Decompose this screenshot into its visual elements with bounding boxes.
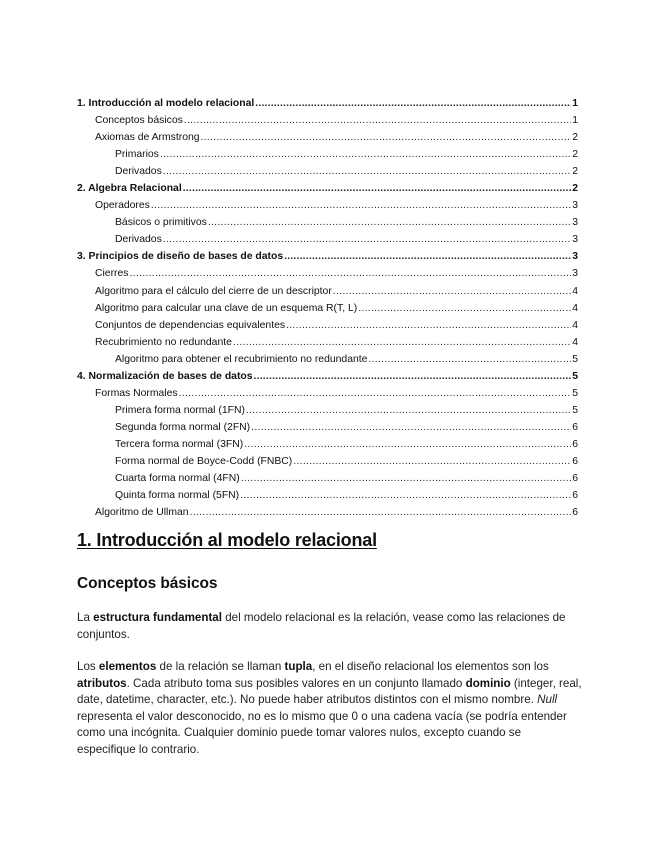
toc-leader-dots xyxy=(160,146,571,163)
toc-leader-dots xyxy=(255,95,571,112)
toc-entry-label: Formas Normales xyxy=(95,387,178,399)
p2-bold-elementos: elementos xyxy=(98,660,157,673)
toc-entry-label: Algoritmo de Ullman xyxy=(95,507,189,519)
p2-text-5: (integer, real, date, datetime, character, etc.). No puede haber atributos distintos con el mismo nombre. xyxy=(77,676,582,706)
toc-entry[interactable] xyxy=(77,300,578,317)
toc-entry-page: 3 xyxy=(572,268,578,280)
p1-text-1: La xyxy=(77,611,94,624)
toc-entry-page: 6 xyxy=(572,438,578,450)
toc-leader-dots xyxy=(284,248,571,265)
toc-leader-dots xyxy=(254,368,572,385)
toc-entry[interactable] xyxy=(77,385,578,402)
toc-entry[interactable] xyxy=(77,436,578,453)
toc-entry-page: 3 xyxy=(572,200,578,212)
toc-entry-label: Cierres xyxy=(95,268,129,280)
toc-leader-dots xyxy=(333,283,571,300)
toc-entry[interactable] xyxy=(77,504,578,521)
toc-entry[interactable] xyxy=(77,180,578,197)
toc-entry-label: Segunda forma normal (2FN) xyxy=(115,421,251,433)
toc-entry-page: 3 xyxy=(572,217,578,229)
toc-entry[interactable] xyxy=(77,112,578,129)
toc-entry-label: Derivados xyxy=(115,166,162,178)
toc-entry[interactable] xyxy=(77,95,578,112)
toc-entry[interactable] xyxy=(77,283,578,300)
toc-leader-dots xyxy=(183,180,572,197)
p1-bold-estructura: estructura fundamental xyxy=(93,611,222,624)
toc-entry[interactable] xyxy=(77,197,578,214)
toc-entry-label: Conjuntos de dependencias equivalentes xyxy=(95,319,286,331)
toc-entry-page: 2 xyxy=(572,132,578,144)
toc-entry-label: 2. Algebra Relacional xyxy=(77,183,182,195)
toc-leader-dots xyxy=(201,129,572,146)
toc-leader-dots xyxy=(163,163,571,180)
toc-leader-dots xyxy=(184,112,571,129)
p2-text-1: Los xyxy=(77,660,99,673)
toc-entry-page: 4 xyxy=(572,302,578,314)
toc-entry-label: Cuarta forma normal (4FN) xyxy=(115,473,240,485)
toc-entry-page: 6 xyxy=(572,507,578,519)
toc-entry-label: Algoritmo para el cálculo del cierre de un descriptor xyxy=(95,285,332,297)
toc-leader-dots xyxy=(368,351,571,368)
toc-entry[interactable] xyxy=(77,129,578,146)
p2-text-6: representa el valor desconocido, no es lo mismo que 0 o una cadena vacía (se podría entender como una incógnita. Cualquier dominio puede tomar valores nulos, excepto cuando se especifique lo contrario. xyxy=(77,709,567,756)
toc-entry-label: Primera forma normal (1FN) xyxy=(115,404,245,416)
toc-leader-dots xyxy=(244,436,571,453)
toc-entry[interactable] xyxy=(77,146,578,163)
section-title: 1. Introducción al modelo relacional xyxy=(77,530,377,550)
p2-text-3: , en el diseño relacional los elementos son los xyxy=(312,660,549,673)
toc-entry-page: 6 xyxy=(572,421,578,433)
toc-entry-page: 6 xyxy=(572,490,578,502)
toc-entry-page: 2 xyxy=(572,166,578,178)
toc-entry[interactable] xyxy=(77,248,578,265)
toc-leader-dots xyxy=(293,453,571,470)
toc-entry[interactable] xyxy=(77,334,578,351)
toc-entry-label: 4. Normalización de bases de datos xyxy=(77,370,253,382)
toc-leader-dots xyxy=(208,214,571,231)
p1-text-2: del modelo relacional es la relación, vease como las relaciones de conjuntos. xyxy=(77,611,566,641)
toc-entry-label: Forma normal de Boyce-Codd (FNBC) xyxy=(115,455,293,467)
toc-entry-label: Recubrimiento no redundante xyxy=(95,336,232,348)
toc-entry-page: 1 xyxy=(572,115,578,127)
toc-entry-label: Operadores xyxy=(95,200,150,212)
toc-entry-page: 2 xyxy=(572,183,578,195)
toc-leader-dots xyxy=(151,197,571,214)
toc-leader-dots xyxy=(163,231,571,248)
toc-entry[interactable] xyxy=(77,351,578,368)
toc-entry-label: Primarios xyxy=(115,149,159,161)
toc-entry[interactable] xyxy=(77,214,578,231)
toc-entry-page: 5 xyxy=(572,353,578,365)
toc-entry[interactable] xyxy=(77,163,578,180)
toc-leader-dots xyxy=(358,300,571,317)
p2-italic-null: Null xyxy=(537,693,558,706)
toc-entry-label: 3. Principios de diseño de bases de datos xyxy=(77,251,284,263)
toc-entry[interactable] xyxy=(77,265,578,282)
toc-entry-page: 4 xyxy=(572,285,578,297)
toc-entry-label: Axiomas de Armstrong xyxy=(95,132,200,144)
toc-leader-dots xyxy=(240,487,571,504)
toc-entry-page: 5 xyxy=(572,387,578,399)
toc-leader-dots xyxy=(241,470,572,487)
toc-entry-page: 3 xyxy=(572,251,578,263)
p2-bold-dominio: dominio xyxy=(465,676,511,690)
toc-leader-dots xyxy=(251,419,571,436)
toc-entry[interactable] xyxy=(77,419,578,436)
toc-leader-dots xyxy=(190,504,572,521)
toc-entry-page: 5 xyxy=(572,404,578,416)
toc-entry-page: 5 xyxy=(572,370,578,382)
toc-leader-dots xyxy=(233,334,571,351)
toc-entry-page: 2 xyxy=(572,149,578,161)
toc-entry-page: 1 xyxy=(572,98,578,109)
toc-entry-label: Básicos o primitivos xyxy=(115,217,207,229)
toc-entry-label: Derivados xyxy=(115,234,162,246)
toc-entry-label: Algoritmo para obtener el recubrimiento no redundante xyxy=(115,353,368,365)
toc-entry-page: 4 xyxy=(572,336,578,348)
toc-entry-page: 6 xyxy=(572,473,578,485)
p2-text-4: . Cada atributo toma sus posibles valores en un conjunto llamado xyxy=(126,676,466,690)
toc-leader-dots xyxy=(179,385,572,402)
toc-leader-dots xyxy=(130,265,572,282)
toc-entry[interactable] xyxy=(77,231,578,248)
p2-bold-tupla: tupla xyxy=(284,660,313,673)
toc-entry-label: 1. Introducción al modelo relacional xyxy=(77,98,255,109)
paragraph-elementos xyxy=(77,659,582,758)
toc-entry-label: Tercera forma normal (3FN) xyxy=(115,438,244,450)
p2-text-2: de la relación se llaman xyxy=(156,660,285,673)
toc-entry-page: 4 xyxy=(572,319,578,331)
toc-entry-label: Algoritmo para calcular una clave de un esquema R(T, L) xyxy=(95,302,358,314)
p2-bold-atributos: atributos xyxy=(77,676,127,690)
paragraph-estructura xyxy=(77,610,582,643)
toc-entry[interactable] xyxy=(77,368,578,385)
toc-entry[interactable] xyxy=(77,487,578,504)
toc-entry[interactable] xyxy=(77,402,578,419)
toc-entry-label: Conceptos básicos xyxy=(95,115,183,127)
table-of-contents xyxy=(77,95,578,521)
subsection-title: Conceptos básicos xyxy=(77,575,218,592)
toc-entry[interactable] xyxy=(77,470,578,487)
toc-entry[interactable] xyxy=(77,453,578,470)
toc-entry[interactable] xyxy=(77,317,578,334)
toc-entry-page: 3 xyxy=(572,234,578,246)
toc-entry-label: Quinta forma normal (5FN) xyxy=(115,490,240,502)
toc-leader-dots xyxy=(286,317,571,334)
toc-entry-page: 6 xyxy=(572,455,578,467)
toc-leader-dots xyxy=(246,402,571,419)
